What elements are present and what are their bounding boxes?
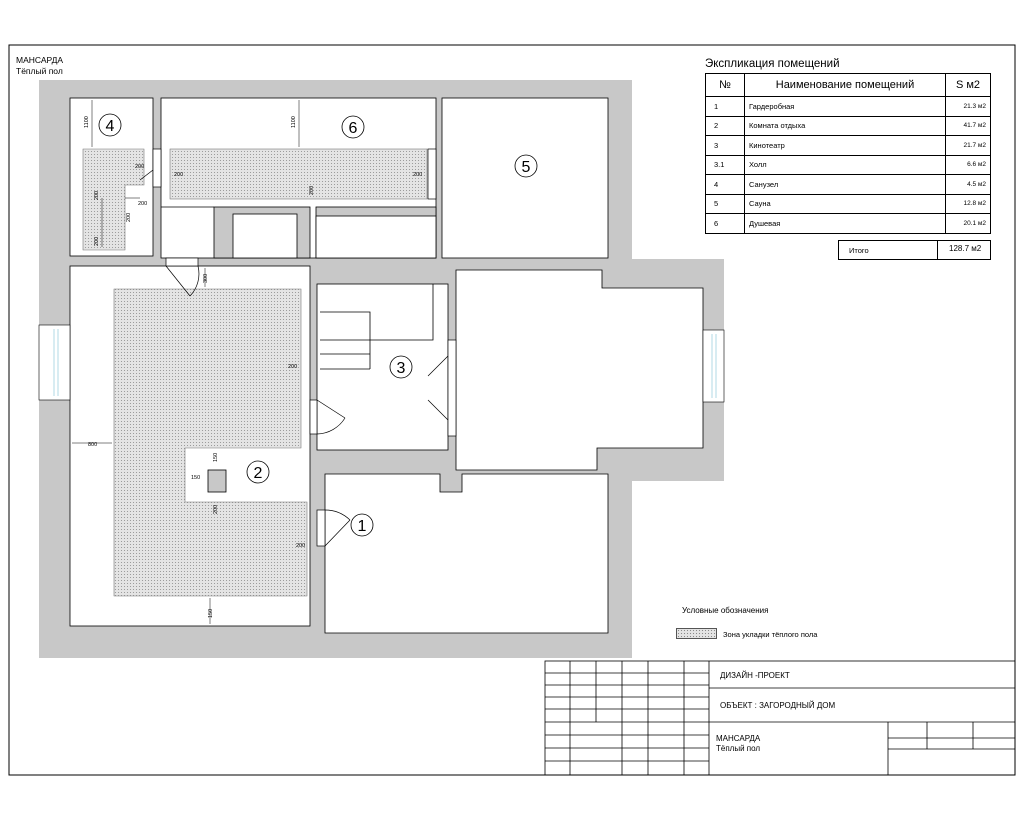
- row-number: 2: [706, 116, 745, 136]
- title-block-sheet-subtitle: Тёплый пол: [716, 744, 761, 753]
- legend-swatch-floor-heating: [676, 628, 717, 639]
- dim-label: 200: [413, 172, 423, 178]
- row-name: Санузел: [745, 175, 946, 195]
- column-header-area: S м2: [946, 74, 991, 97]
- dim-label: 200: [138, 201, 148, 207]
- dim-label: 200: [94, 236, 100, 246]
- room-number: 2: [253, 465, 263, 482]
- dim-label: 800: [88, 442, 98, 448]
- row-area: 12.8 м2: [946, 194, 991, 214]
- dim-label: 200: [174, 172, 184, 178]
- dim-label: 200: [94, 190, 100, 200]
- explication-table: [705, 73, 991, 234]
- explication-panel: [705, 55, 995, 234]
- row-name: Кинотеатр: [745, 136, 946, 156]
- total-divider: [937, 241, 938, 259]
- table-row: [706, 97, 991, 117]
- heating-zone-room-6: [170, 149, 427, 199]
- room-5-interior: [442, 98, 608, 258]
- dim-label: 150: [213, 452, 219, 462]
- dim-label: 200: [296, 543, 306, 549]
- table-row: [706, 214, 991, 234]
- row-area: 20.1 м2: [946, 214, 991, 234]
- title-block-object: ОБЪЕКТ : ЗАГОРОДНЫЙ ДОМ: [720, 701, 836, 710]
- total-value: 128.7 м2: [949, 244, 982, 253]
- heating-zone-room-2: [114, 289, 307, 596]
- dim-label: 300: [203, 273, 209, 283]
- row-name: Душевая: [745, 214, 946, 234]
- row-name: Гардеробная: [745, 97, 946, 117]
- row-number: 3.1: [706, 155, 745, 175]
- table-row: [706, 175, 991, 195]
- dim-label: 150: [208, 608, 214, 618]
- table-row: [706, 116, 991, 136]
- dim-label: 150: [191, 475, 201, 481]
- dim-label: 200: [126, 212, 132, 222]
- table-header-row: [706, 74, 991, 97]
- total-label: Итого: [849, 246, 869, 255]
- hall-interior: [456, 270, 703, 470]
- explication-total: [838, 240, 991, 260]
- room-number: 5: [521, 159, 531, 176]
- room-3-interior: [317, 284, 448, 450]
- column-header-number: №: [706, 74, 745, 97]
- room-number: 3: [396, 360, 406, 377]
- row-name: Сауна: [745, 194, 946, 214]
- row-area: 21.3 м2: [946, 97, 991, 117]
- row-number: 4: [706, 175, 745, 195]
- title-block-project: ДИЗАЙН -ПРОЕКТ: [720, 671, 790, 680]
- row-number: 5: [706, 194, 745, 214]
- explication-title: Экспликация помещений: [705, 58, 840, 70]
- row-number: 6: [706, 214, 745, 234]
- row-area: 21.7 м2: [946, 136, 991, 156]
- row-number: 3: [706, 136, 745, 156]
- drawing-floor-label: МАНСАРДА: [16, 55, 64, 65]
- row-number: 1: [706, 97, 745, 117]
- table-row: [706, 194, 991, 214]
- dim-label: 1100: [291, 116, 297, 128]
- drawing-subtitle: Тёплый пол: [16, 66, 63, 76]
- title-block-sheet-title: МАНСАРДА: [716, 734, 761, 743]
- dim-label: 200: [135, 164, 145, 170]
- room-1-interior: [325, 474, 608, 633]
- row-name: Комната отдыха: [745, 116, 946, 136]
- dim-label: 200: [213, 504, 219, 514]
- table-row: [706, 155, 991, 175]
- legend-title: Условные обозначения: [682, 606, 769, 615]
- column: [208, 470, 226, 492]
- column-header-name: Наименование помещений: [745, 74, 946, 97]
- table-row: [706, 136, 991, 156]
- legend-label: Зона укладки тёплого пола: [723, 630, 818, 639]
- dim-label: 200: [309, 185, 315, 195]
- room-number: 1: [357, 518, 367, 535]
- row-area: 4.5 м2: [946, 175, 991, 195]
- dim-label: 200: [288, 364, 298, 370]
- dim-label: 1100: [84, 116, 90, 128]
- row-area: 41.7 м2: [946, 116, 991, 136]
- row-area: 6.6 м2: [946, 155, 991, 175]
- row-name: Холл: [745, 155, 946, 175]
- room-number: 6: [348, 120, 358, 137]
- room-number: 4: [105, 118, 115, 135]
